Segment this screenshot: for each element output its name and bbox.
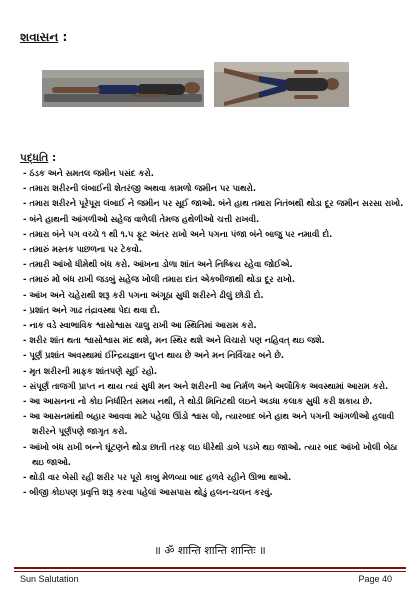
list-item: - થોડી વાર બેસી રહી શરીર પર પૂરો કાબુ મેળવ્યા બાદ હળવે રહીને ઊભા થાઓ. — [23, 472, 292, 483]
closing-mantra: ॥ ॐ शान्ति शान्ति शान्तिः ॥ — [154, 544, 266, 557]
savasana-photo-side-view — [42, 70, 204, 107]
list-item: - આ આસનમાંથી બહાર આવવા માટે પહેલા ઊંડો શ્વાસ લો, ત્યારબાદ બંને હાથ અને પગની આંગળીઓ હલાવી શરીરને પૂર્ણપણે જાગૃત કરો. — [23, 411, 395, 437]
list-item: - ઠંડક અને સમતલ જમીન પસંદ કરો. — [23, 168, 154, 178]
list-item: - શરીર શાંત થતા શ્વાસોશ્વાસ મંદ થશે, મન સ્થિર થશે અને વિચારો પણ નહિવત્ થઇ જશે. — [23, 335, 325, 346]
list-item: - તમારી આંખો ધીમેથી બંધ કરો. આંખના ડોળા શાંત અને નિષ્ક્રિય રહેવા જોઈએ. — [23, 259, 293, 270]
footer-page-number: Page 40 — [358, 574, 392, 584]
list-item: - આંખ અને ચહેરાથી શરૂ કરી પગના અંગૂઠા સુધી શરીરને ઢીલું છોડી દો. — [23, 289, 264, 300]
list-item: - આ આસનના નો કોઇ નિર્ધારિત સમય નથી, તે થોડી મિનિટથી લઇને અડધા કલાક સુધી કરી શકાય છે. — [23, 396, 373, 407]
footer-divider-thin — [14, 571, 406, 572]
method-heading — [20, 152, 56, 165]
footer-book-title: Sun Salutation — [20, 574, 79, 584]
list-item: - બીજી કોઇપણ પ્રવૃત્તિ શરૂ કરવા પહેલાં આસપાસ થોડું હલન-ચલન કરવું. — [23, 487, 273, 498]
list-item: - તમારા શરીરની લંબાઈની શેતરંજી અથવા કામળો જમીન પર પાથરો. — [23, 183, 257, 194]
list-item: - મૃત શરીરની માફક શાંતપણે સૂઈ રહો. — [23, 365, 158, 376]
method-title-colon: : — [51, 152, 57, 164]
list-item: - પૂર્ણ પ્રશાંત અવસ્થામાં ઈન્દ્રિયજ્ઞાન લુપ્ત થાય છે અને મન નિર્વિચાર બને છે. — [23, 350, 285, 361]
list-item: - બંને હાથની આંગળીઓ સહેજ વાળેલી તેમજ હથેળીઓ ચત્તી રાખવી. — [23, 213, 260, 224]
list-item: - તમારા શરીરને પૂરેપૂરા લંબાઈ ને જમીન પર સૂઈ જાઓ. બંને હાથ તમારા નિતંબથી થોડા દૂર જમીન સરસા રાખો. — [23, 198, 404, 209]
list-item: - આંખો બંધ રાખી બન્ને ઘૂંટણને થોડા છાતી તરફ લઇ ધીરેથી ડાબે પડખે થઇ જાઓ. ત્યાર બાદ આંખો ખોલી બેઠા થઇ જાઓ. — [23, 441, 398, 467]
list-item: - પ્રશાંત અને ગાઢ તંદ્રાવસ્થા પેદા થવા દો. — [23, 304, 160, 315]
section-heading — [20, 30, 67, 45]
method-steps-list — [20, 166, 405, 500]
list-item: - નાક વડે સ્વાભાવિક શ્વાસોશ્વાસ ચાલુ રાખી આ સ્થિતિમાં આરામ કરો. — [23, 320, 257, 331]
footer-divider-thick — [14, 567, 406, 569]
savasana-photo-legs-apart — [214, 62, 349, 107]
list-item: - તમારા બંને પગ વચ્ચે ૧ થી ૧.૫ ફૂટ અંતર રાખો અને પગના પંજા બંને બાજુ પર નમાવી દો. — [23, 228, 333, 239]
list-item: - તમારું મોં બંધ રાખી જડબું સહેજ ખોલી તમારા દાંત એકબીજાથી થોડા દૂર રાખો. — [23, 274, 296, 285]
section-title: શવાસન — [20, 30, 59, 44]
section-title-colon: : — [62, 30, 68, 44]
method-title: પદ્ધતિ — [20, 152, 49, 164]
list-item: - તમારું મસ્તક પાછળના પર ટેકવો. — [23, 244, 143, 255]
list-item: - સંપૂર્ણ તાજગી પ્રાપ્ત ન થાય ત્યાં સુધી મન અને શરીરની આ નિર્મળ અને અલૌકિક અવસ્થામાં આરામ કરો. — [23, 380, 389, 391]
